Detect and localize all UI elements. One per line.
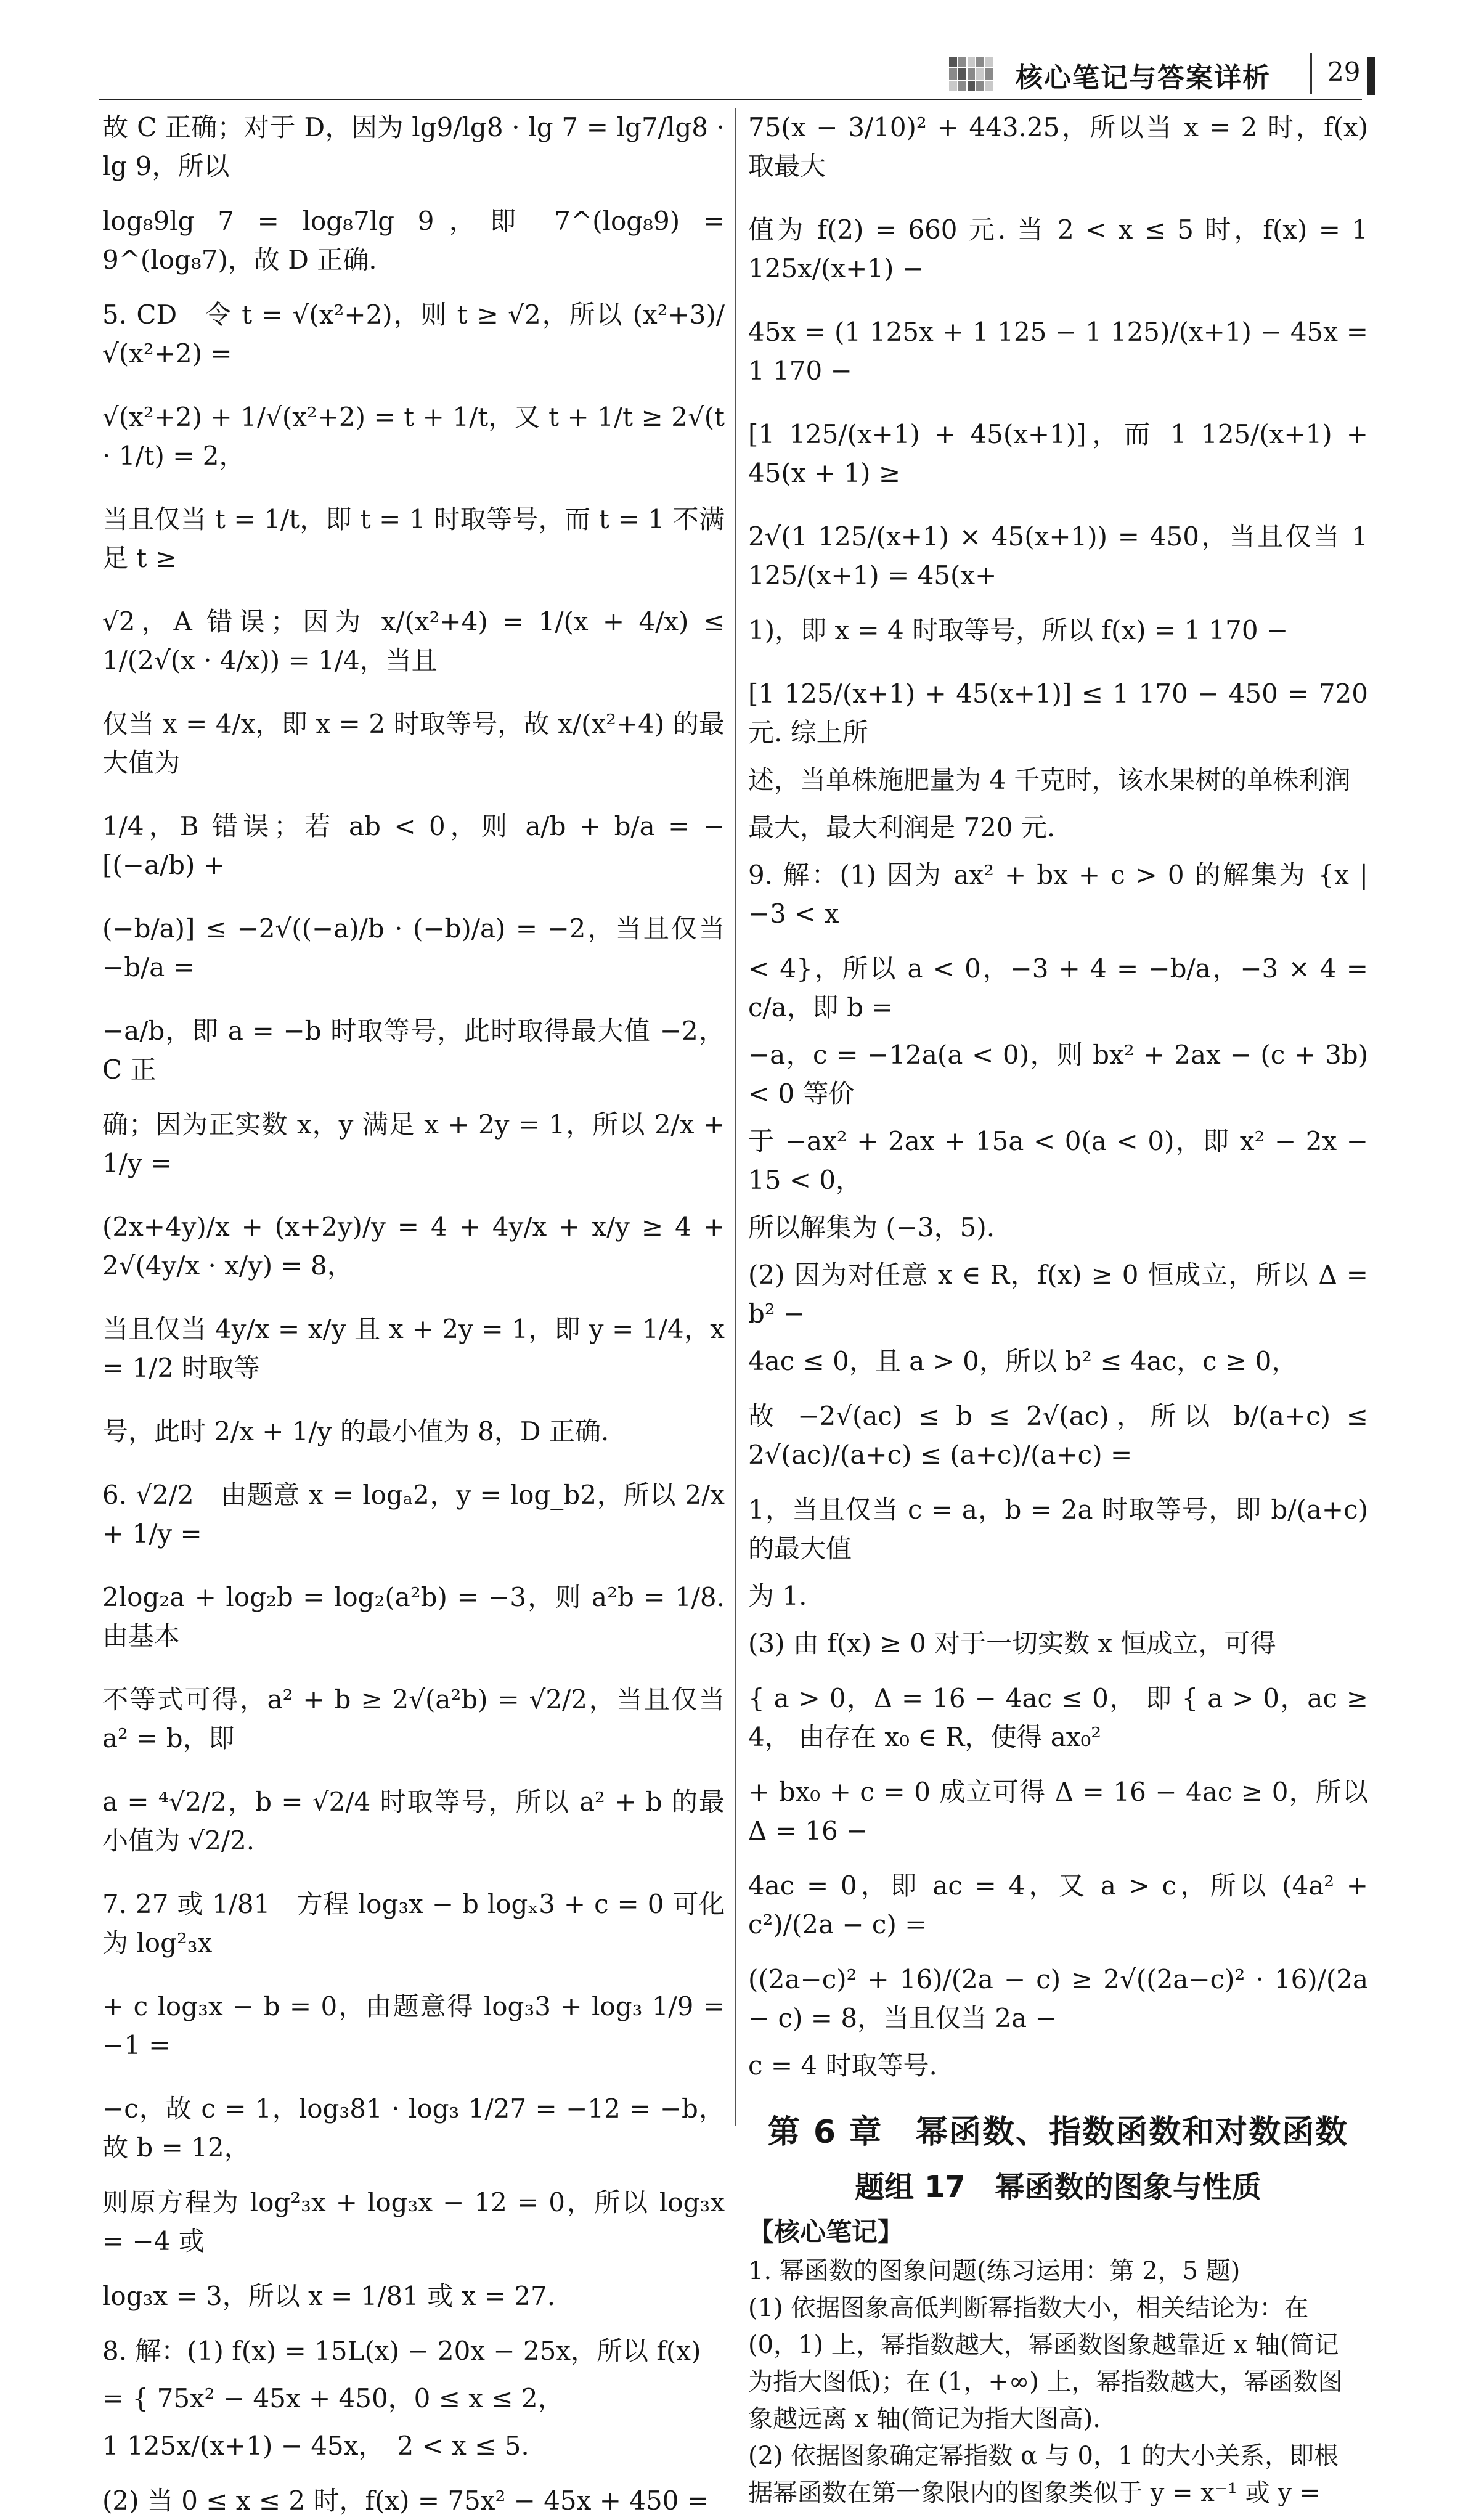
answer-5-line: 5. CD 令 t = √(x²+2)，则 t ≥ √2，所以 (x²+3)/√(x²+2) = bbox=[102, 300, 725, 369]
text-line: 为 1. bbox=[748, 1581, 807, 1611]
text-line: √(x²+2) + 1/√(x²+2) = t + 1/t，又 t + 1/t ≥ 2√(t · 1/t) = 2， bbox=[102, 402, 725, 471]
text-line: 值为 f(2) = 660 元. 当 2 < x ≤ 5 时，f(x) = 1 125x/(x+1) − bbox=[748, 214, 1368, 283]
answer-8-line: 8. 解：(1) f(x) = 15L(x) − 20x − 25x，所以 f(x) bbox=[102, 2336, 701, 2366]
text-line: 当且仅当 4y/x = x/y 且 x + 2y = 1，即 y = 1/4，x = 1/2 时取等 bbox=[102, 1314, 725, 1383]
text-line: (2) 因为对任意 x ∈ R，f(x) ≥ 0 恒成立，所以 Δ = b² − bbox=[748, 1260, 1368, 1329]
right-column bbox=[748, 108, 1368, 2511]
text-line: { a > 0，Δ = 16 − 4ac ≤ 0， 即 { a > 0，ac ≥ 4， 由存在 x₀ ∈ R，使得 ax₀² bbox=[748, 1683, 1368, 1752]
text-line: log₈9lg 7 = log₈7lg 9，即 7^(log₈9) = 9^(log₈7)，故 D 正确. bbox=[102, 206, 725, 275]
text-line: 所以解集为 (−3，5). bbox=[748, 1212, 995, 1242]
text-line: 1)，即 x = 4 时取等号，所以 f(x) = 1 170 − bbox=[748, 615, 1289, 645]
text-line: 4ac ≤ 0，且 a > 0，所以 b² ≤ 4ac，c ≥ 0， bbox=[748, 1346, 1298, 1376]
text-line: 不等式可得，a² + b ≥ 2√(a²b) = √2/2，当且仅当 a² = b，即 bbox=[102, 1684, 725, 1753]
notes-line: 据幂函数在第一象限内的图象类似于 y = x⁻¹ 或 y = bbox=[748, 2479, 1321, 2507]
text-line: [1 125/(x+1) + 45(x+1)] ≤ 1 170 − 450 = 720 元. 综上所 bbox=[748, 679, 1368, 748]
text-line: 于 −ax² + 2ax + 15a < 0(a < 0)，即 x² − 2x − 15 < 0， bbox=[748, 1126, 1368, 1195]
text-line: 故 −2√(ac) ≤ b ≤ 2√(ac)，所以 b/(a+c) ≤ 2√(ac)/(a+c) ≤ (a+c)/(a+c) = bbox=[748, 1401, 1368, 1470]
column-divider bbox=[735, 108, 736, 2126]
notes-line: (2) 依据图象确定幂指数 α 与 0，1 的大小关系，即根 bbox=[748, 2442, 1339, 2470]
notes-heading: 【核心笔记】 bbox=[748, 2217, 904, 2247]
text-line: 当且仅当 t = 1/t，即 t = 1 时取等号，而 t = 1 不满足 t ≥ bbox=[102, 504, 725, 573]
text-line: 述，当单株施肥量为 4 千克时，该水果树的单株利润 bbox=[748, 765, 1351, 795]
text-line: c = 4 时取等号. bbox=[748, 2050, 937, 2081]
text-line: 1/4，B 错误；若 ab < 0，则 a/b + b/a = −[(−a/b) + bbox=[102, 811, 725, 880]
text-line: 故 C 正确；对于 D，因为 lg9/lg8 · lg 7 = lg7/lg8 · lg 9，所以 bbox=[102, 112, 725, 181]
text-line: 75(x − 3/10)² + 443.25，所以当 x = 2 时，f(x) 取最大 bbox=[748, 112, 1368, 181]
text-line: 4ac = 0，即 ac = 4，又 a > c，所以 (4a² + c²)/(2a − c) = bbox=[748, 1870, 1368, 1939]
text-line: 2log₂a + log₂b = log₂(a²b) = −3，则 a²b = 1/8. 由基本 bbox=[102, 1582, 725, 1651]
header-rule bbox=[99, 99, 1362, 100]
text-line: + c log₃x − b = 0，由题意得 log₃3 + log₃ 1/9 = −1 = bbox=[102, 1991, 725, 2060]
text-line: −c，故 c = 1，log₃81 · log₃ 1/27 = −12 = −b，故 b = 12， bbox=[102, 2094, 725, 2163]
answer-7-line: 7. 27 或 1/81 方程 log₃x − b logₓ3 + c = 0 可化为 log²₃x bbox=[102, 1889, 725, 1958]
text-line: 则原方程为 log²₃x + log₃x − 12 = 0，所以 log₃x = −4 或 bbox=[102, 2187, 725, 2256]
text-line: [1 125/(x+1) + 45(x+1)]，而 1 125/(x+1) + 45(x + 1) ≥ bbox=[748, 419, 1368, 488]
notes-line: 1. 幂函数的图象问题(练习运用：第 2，5 题) bbox=[748, 2257, 1241, 2285]
header-logo-icon bbox=[949, 57, 993, 91]
answer-6-line: 6. √2/2 由题意 x = logₐ2，y = log_b2，所以 2/x + 1/y = bbox=[102, 1480, 725, 1549]
text-line: < 4}，所以 a < 0，−3 + 4 = −b/a，−3 × 4 = c/a，即 b = bbox=[748, 953, 1368, 1022]
answer-9-line: 9. 解：(1) 因为 ax² + bx + c > 0 的解集为 {x | −3 < x bbox=[748, 860, 1368, 929]
header-edge-tab bbox=[1367, 57, 1375, 95]
text-line: + bx₀ + c = 0 成立可得 Δ = 16 − 4ac ≥ 0，所以 Δ = 16 − bbox=[748, 1777, 1368, 1846]
notes-line: 象越远离 x 轴(简记为指大图高). bbox=[748, 2405, 1101, 2433]
text-line: −a，c = −12a(a < 0)，则 bx² + 2ax − (c + 3b) < 0 等价 bbox=[748, 1040, 1368, 1109]
left-column bbox=[102, 108, 725, 2520]
notes-line: (0，1) 上，幂指数越大，幂函数图象越靠近 x 轴(简记 bbox=[748, 2331, 1339, 2359]
piecewise-line: 1 125x/(x+1) − 45x， 2 < x ≤ 5. bbox=[102, 2431, 529, 2461]
text-line: 确；因为正实数 x，y 满足 x + 2y = 1，所以 2/x + 1/y = bbox=[102, 1109, 725, 1178]
page-number: 29 bbox=[1327, 57, 1361, 87]
text-line: 45x = (1 125x + 1 125 − 1 125)/(x+1) − 45x = 1 170 − bbox=[748, 317, 1368, 386]
notes-line: (1) 依据图象高低判断幂指数大小，相关结论为：在 bbox=[748, 2294, 1309, 2322]
text-line: (2x+4y)/x + (x+2y)/y = 4 + 4y/x + x/y ≥ 4 + 2√(4y/x · x/y) = 8， bbox=[102, 1212, 725, 1281]
text-line: (−b/a)] ≤ −2√((−a)/b · (−b)/a) = −2，当且仅当 −b/a = bbox=[102, 913, 725, 982]
chapter-title: 第 6 章 幂函数、指数函数和对数函数 bbox=[767, 2114, 1349, 2151]
text-line: −a/b，即 a = −b 时取等号，此时取得最大值 −2，C 正 bbox=[102, 1016, 725, 1085]
header-title: 核心笔记与答案详析 bbox=[1016, 62, 1271, 94]
text-line: 1，当且仅当 c = a，b = 2a 时取等号，即 b/(a+c) 的最大值 bbox=[748, 1494, 1368, 1564]
piecewise-line: = { 75x² − 45x + 450，0 ≤ x ≤ 2， bbox=[102, 2383, 564, 2413]
text-line: log₃x = 3，所以 x = 1/81 或 x = 27. bbox=[102, 2281, 556, 2311]
text-line: ((2a−c)² + 16)/(2a − c) ≥ 2√((2a−c)² · 16)/(2a − c) = 8，当且仅当 2a − bbox=[748, 1964, 1368, 2033]
text-line: (3) 由 f(x) ≥ 0 对于一切实数 x 恒成立，可得 bbox=[748, 1628, 1276, 1658]
notes-line: 为指大图低)；在 (1，+∞) 上，幂指数越大，幂函数图 bbox=[748, 2368, 1343, 2396]
text-line: 2√(1 125/(x+1) × 45(x+1)) = 450，当且仅当 1 125/(x+1) = 45(x+ bbox=[748, 521, 1368, 590]
text-line: (2) 当 0 ≤ x ≤ 2 时，f(x) = 75x² − 45x + 450 = bbox=[102, 2485, 709, 2516]
group-title: 题组 17 幂函数的图象与性质 bbox=[855, 2170, 1261, 2204]
text-line: a = ⁴√2/2，b = √2/4 时取等号，所以 a² + b 的最小值为 √2/2. bbox=[102, 1787, 725, 1856]
text-line: √2，A 错误；因为 x/(x²+4) = 1/(x + 4/x) ≤ 1/(2√(x · 4/x)) = 1/4，当且 bbox=[102, 606, 725, 675]
text-line: 最大，最大利润是 720 元. bbox=[748, 812, 1056, 842]
text-line: 号，此时 2/x + 1/y 的最小值为 8，D 正确. bbox=[102, 1416, 609, 1446]
header-separator bbox=[1310, 53, 1312, 94]
text-line: 仅当 x = 4/x，即 x = 2 时取等号，故 x/(x²+4) 的最大值为 bbox=[102, 709, 725, 778]
